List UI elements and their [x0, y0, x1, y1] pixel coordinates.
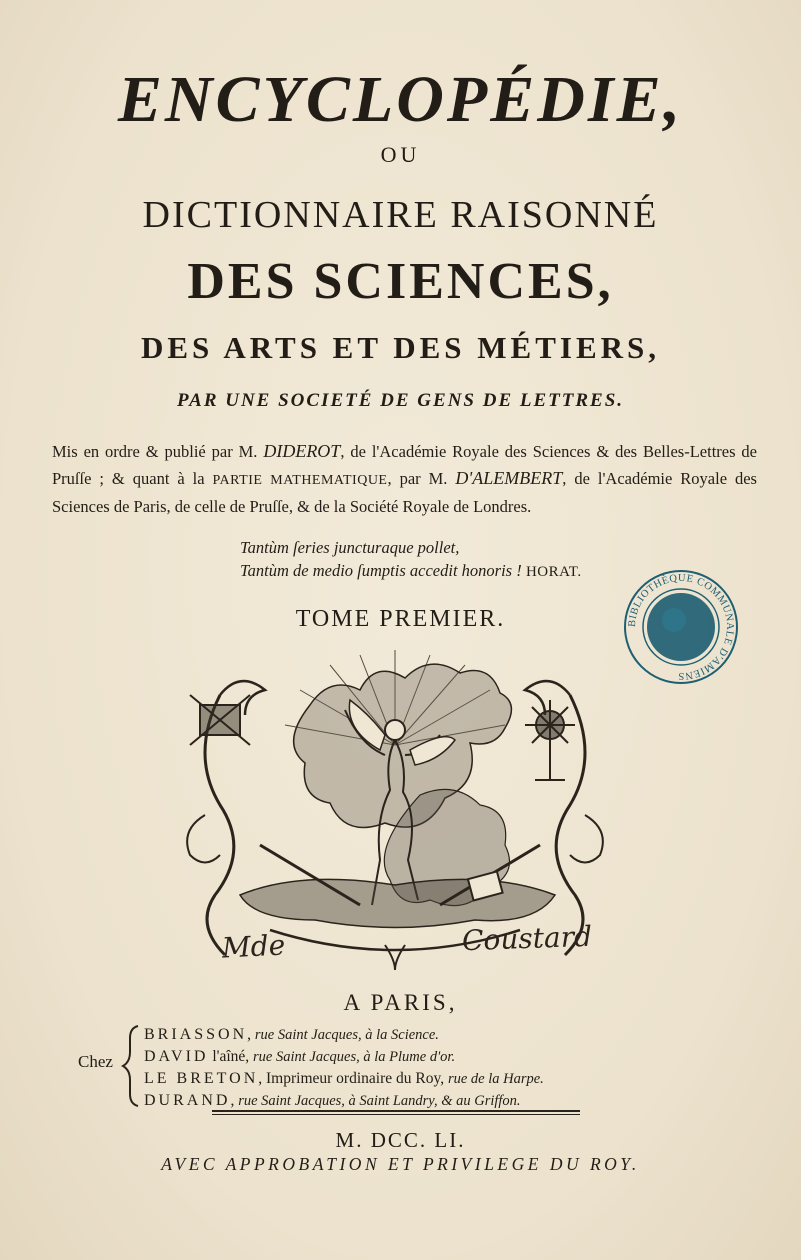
brace-icon	[120, 1024, 142, 1108]
editors-text-3: , par M.	[387, 469, 456, 488]
publisher-line: DURAND, rue Saint Jacques, à Saint Landry, & au Griffon.	[144, 1092, 521, 1109]
publication-date: M. DCC. LI.	[335, 1128, 466, 1152]
title-societe: PAR UNE SOCIETÉ DE GENS DE LETTRES.	[176, 390, 625, 411]
main-title: ENCYCLOPÉDIE,	[117, 63, 684, 136]
signature-right: Coustard	[461, 919, 593, 958]
editor-diderot: DIDEROT	[263, 441, 341, 461]
stamp-text: BIBLIOTHÈQUE COMMUNALE D'AMIENS	[626, 572, 736, 682]
editors-paragraph	[52, 438, 757, 520]
epigraph	[240, 536, 660, 584]
publishers-list	[144, 1024, 624, 1112]
editors-text-1: Mis en ordre & publié par M.	[52, 442, 264, 461]
editors-text-2: , de l'Académie Royale des Sciences & des Belles-Lettres de Pruſſe ; & quant à la	[52, 442, 757, 488]
epigraph-line-1: Tantùm ſeries juncturaque pollet,	[240, 538, 460, 557]
imprint-city: A PARIS,	[343, 990, 458, 1015]
epigraph-line-2: Tantùm de medio ſumptis accedit honoris !	[240, 561, 522, 580]
editors-text-4: , de l'Académie Royale des Sciences de Paris, de celle de Pruſſe, & de la Société Royale de Londres.	[52, 469, 757, 516]
publisher-line: DAVID l'aîné, rue Saint Jacques, à la Plume d'or.	[144, 1048, 456, 1065]
title-ou: OU	[380, 142, 421, 167]
volume-label: TOME PREMIER.	[295, 606, 506, 632]
divider-rule	[212, 1110, 580, 1112]
title-dictionnaire: DICTIONNAIRE RAISONNÉ	[142, 194, 659, 236]
signature-left: Mde	[221, 928, 286, 965]
divider-rule	[212, 1114, 580, 1115]
library-stamp	[622, 568, 740, 686]
imprint-chez: Chez	[78, 1052, 113, 1071]
title-arts: DES ARTS ET DES MÉTIERS,	[140, 330, 661, 365]
epigraph-author: HORAT.	[521, 564, 582, 580]
publisher-line: BRIASSON, rue Saint Jacques, à la Science.	[144, 1026, 439, 1043]
publisher-line: LE BRETON, Imprimeur ordinaire du Roy, rue de la Harpe.	[144, 1070, 544, 1087]
editor-dalembert: D'ALEMBERT	[455, 468, 563, 488]
title-sciences: DES SCIENCES,	[187, 253, 614, 310]
partie-mathematique: PARTIE MATHEMATIQUE	[212, 473, 388, 488]
privilege-line: AVEC APPROBATION ET PRIVILEGE DU ROY.	[161, 1154, 640, 1174]
